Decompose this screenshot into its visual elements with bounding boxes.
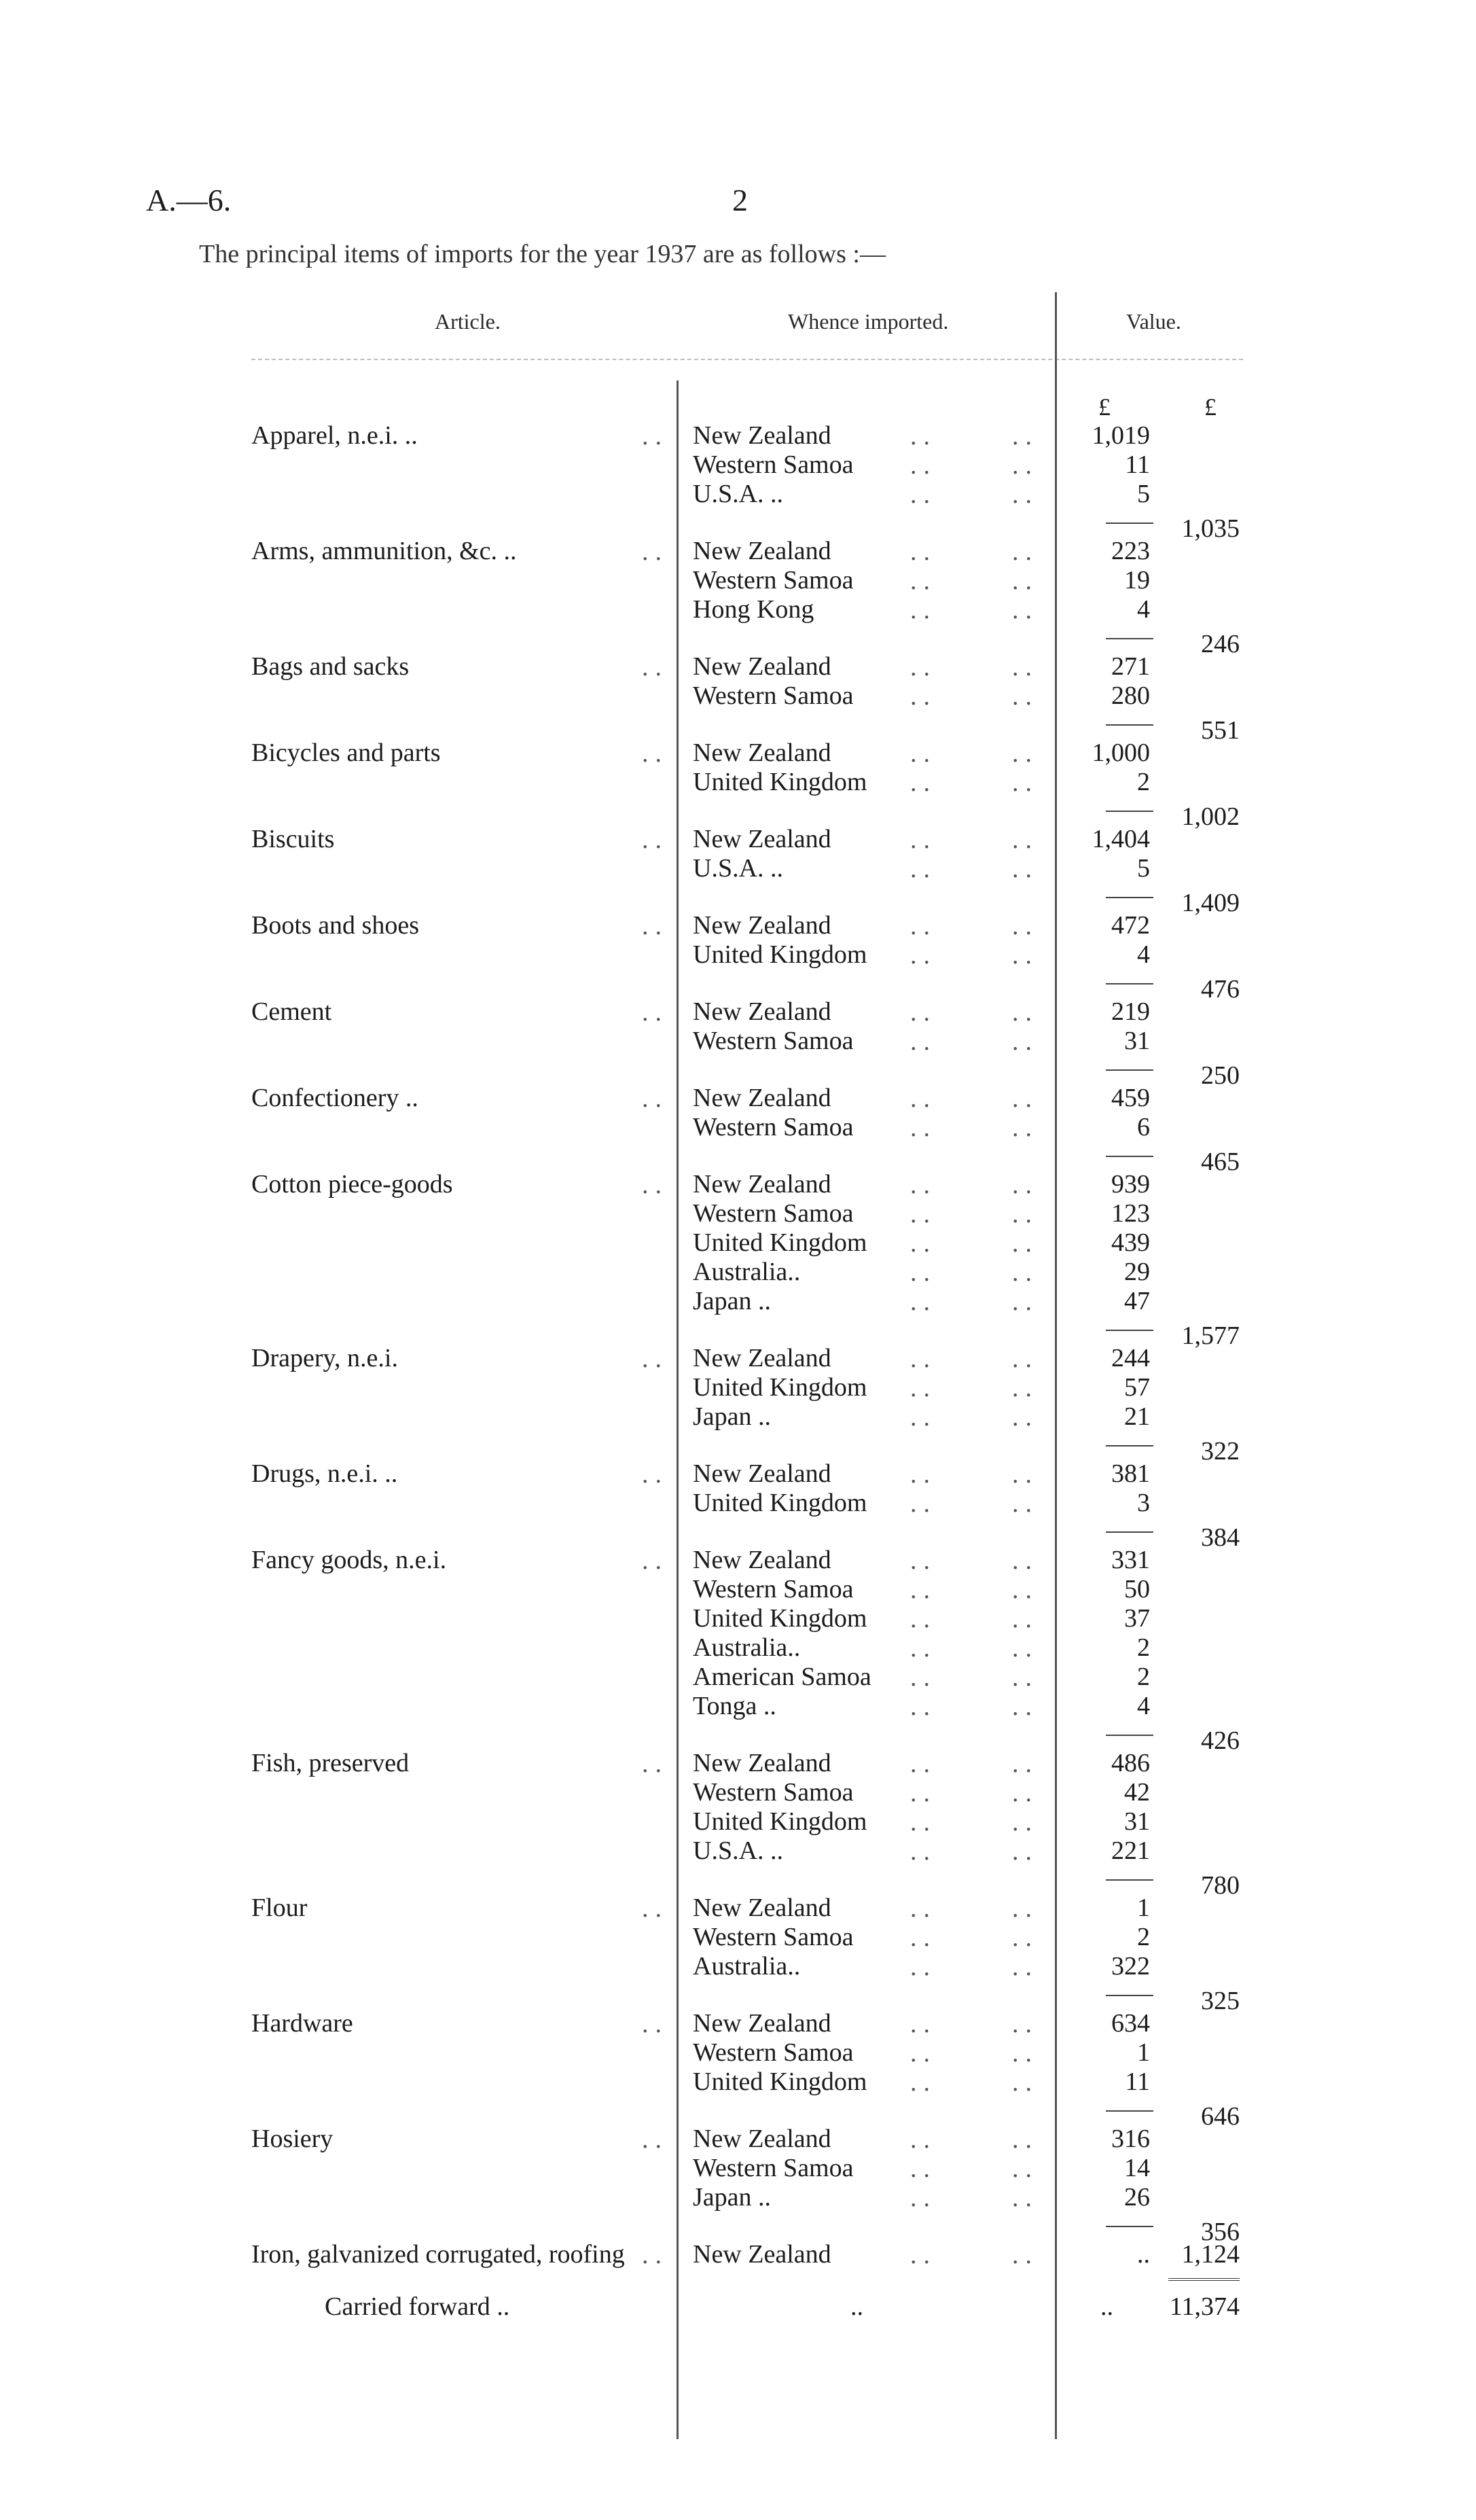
source-country: Western Samoa — [693, 1113, 854, 1141]
carried-forward-label: Carried forward .. — [325, 2292, 510, 2321]
article-name: Apparel, n.e.i. .. — [251, 421, 418, 450]
source-country: U.S.A. .. — [693, 854, 784, 883]
article-name: Hosiery — [251, 2125, 334, 2153]
item-total: 246 — [1201, 630, 1240, 658]
import-value: 219 — [1111, 997, 1150, 1026]
leader-dots: .. — [910, 1923, 937, 1952]
leader-dots: .. — [1012, 1692, 1039, 1721]
leader-dots: .. — [642, 1460, 668, 1489]
source-country: United Kingdom — [693, 1228, 867, 1257]
import-value: 439 — [1111, 1228, 1150, 1257]
import-value: 316 — [1111, 2125, 1150, 2153]
leader-dots: .. — [1012, 537, 1039, 566]
article-name: Drugs, n.e.i. .. — [251, 1459, 398, 1488]
import-value: 331 — [1111, 1546, 1150, 1574]
leader-dots: .. — [1012, 2125, 1039, 2154]
import-value: 244 — [1111, 1344, 1150, 1372]
leader-dots: .. — [1012, 768, 1039, 797]
leader-dots: .. — [910, 1084, 937, 1113]
item-total: 325 — [1201, 1987, 1240, 2015]
leader-dots: .. — [642, 1171, 668, 1199]
grand-total-rule — [1168, 2278, 1240, 2281]
leader-dots: .. — [1012, 1605, 1039, 1633]
currency-symbol-amount: £ — [1098, 393, 1111, 421]
leader-dots: .. — [642, 1345, 668, 1373]
article-name: Boots and shoes — [251, 911, 419, 940]
header-rule — [251, 359, 1243, 360]
leader-dots: .. — [1012, 1953, 1039, 1981]
article-name: Hardware — [251, 2009, 353, 2038]
leader-dots: .. — [1012, 1027, 1039, 1056]
leader-dots: .. — [1012, 2154, 1039, 2183]
import-value: 221 — [1111, 1836, 1150, 1865]
leader-dots: .. — [910, 1808, 937, 1836]
article-name: Cotton piece-goods — [251, 1170, 453, 1199]
source-country: Western Samoa — [693, 1027, 854, 1055]
leader-dots: .. — [910, 451, 937, 480]
leader-dots: .. — [1012, 912, 1039, 940]
import-value: 1,019 — [1092, 421, 1150, 450]
leader-dots: .. — [1012, 1114, 1039, 1142]
column-header-article: Article. — [435, 309, 501, 334]
leader-dots: .. — [910, 1403, 937, 1432]
source-country: Australia.. — [693, 1633, 801, 1662]
import-value: 47 — [1124, 1287, 1150, 1315]
leader-dots: .. — [910, 941, 937, 970]
article-name: Biscuits — [251, 825, 335, 853]
leader-dots: .. — [642, 653, 668, 681]
leader-dots: .. — [910, 855, 937, 883]
subtotal-rule — [1106, 1445, 1153, 1447]
leader-dots: .. — [910, 1779, 937, 1807]
item-total: 356 — [1201, 2218, 1240, 2246]
leader-dots: .. — [1012, 1171, 1039, 1199]
source-country: Western Samoa — [693, 1575, 854, 1603]
leader-dots: .. — [910, 2125, 937, 2154]
item-total: 476 — [1201, 975, 1240, 1004]
source-country: New Zealand — [693, 997, 831, 1026]
leader-dots: .. — [910, 1258, 937, 1287]
divider-article-whence — [677, 380, 679, 2439]
item-total: 1,035 — [1181, 514, 1240, 543]
article-name: Cement — [251, 997, 332, 1026]
import-value: 280 — [1111, 681, 1150, 710]
source-country: New Zealand — [693, 2125, 831, 2153]
import-value: 42 — [1124, 1778, 1150, 1807]
source-country: Western Samoa — [693, 2154, 854, 2182]
source-country: New Zealand — [693, 421, 831, 450]
leader-dots: .. — [1012, 2184, 1039, 2212]
subtotal-rule — [1106, 2226, 1153, 2227]
leader-dots: .. — [910, 1171, 937, 1199]
leader-dots: .. — [1012, 2039, 1039, 2068]
subtotal-rule — [1106, 983, 1153, 984]
leader-dots: .. — [1012, 1200, 1039, 1228]
import-value: 11 — [1125, 2068, 1150, 2096]
leader-dots: .. — [1012, 1634, 1039, 1663]
leader-dots: .. — [1012, 1808, 1039, 1836]
import-value: 123 — [1111, 1199, 1150, 1228]
leader-dots: .. — [910, 653, 937, 681]
import-value: 634 — [1111, 2009, 1150, 2038]
source-country: New Zealand — [693, 1084, 831, 1112]
item-total: 1,002 — [1181, 802, 1240, 831]
leader-dots: .. — [910, 1663, 937, 1692]
subtotal-rule — [1106, 1069, 1153, 1071]
column-header-whence: Whence imported. — [788, 309, 949, 334]
leader-dots: .. — [1012, 739, 1039, 768]
leader-dots: .. — [910, 912, 937, 940]
import-value: 29 — [1124, 1258, 1150, 1286]
leader-dots: .. — [910, 1288, 937, 1316]
leader-dots: .. — [910, 567, 937, 595]
article-name: Flour — [251, 1894, 308, 1922]
leader-dots: .. — [910, 2154, 937, 2183]
source-country: Western Samoa — [693, 1778, 854, 1807]
leader-dots: .. — [910, 1953, 937, 1981]
source-country: New Zealand — [693, 1749, 831, 1777]
source-country: Western Samoa — [693, 450, 854, 479]
article-name: Confectionery .. — [251, 1084, 418, 1112]
leader-dots: .. — [1012, 1923, 1039, 1952]
article-name: Arms, ammunition, &c. .. — [251, 537, 517, 565]
leader-dots: .. — [1012, 1779, 1039, 1807]
source-country: Tonga .. — [693, 1692, 776, 1720]
import-value: 5 — [1137, 854, 1150, 883]
source-country: New Zealand — [693, 652, 831, 681]
import-value: 31 — [1124, 1027, 1150, 1055]
import-value: 2 — [1137, 1923, 1150, 1951]
leader-dots: .. — [642, 912, 668, 940]
leader-dots: .. — [642, 998, 668, 1027]
leader-dots: .. — [910, 2184, 937, 2212]
leader-dots: .. — [1012, 1460, 1039, 1489]
leader-dots: .. — [642, 1750, 668, 1778]
source-country: New Zealand — [693, 537, 831, 565]
item-total: 1,577 — [1181, 1321, 1240, 1350]
leader-dots: .. — [1012, 596, 1039, 624]
import-value: 57 — [1124, 1373, 1150, 1402]
leader-dots: .. — [1012, 567, 1039, 595]
leader-dots: .. — [910, 998, 937, 1027]
subtotal-rule — [1106, 1330, 1153, 1331]
article-name: Drapery, n.e.i. — [251, 1344, 398, 1372]
column-header-value: Value. — [1126, 309, 1181, 334]
import-value: 459 — [1111, 1084, 1150, 1112]
article-name: Bags and sacks — [251, 652, 410, 681]
leader-dots: .. — [1012, 1546, 1039, 1575]
article-name: Iron, galvanized corrugated, roofing — [251, 2240, 625, 2269]
item-total: 551 — [1201, 716, 1240, 745]
import-value: 1,404 — [1092, 825, 1150, 853]
leader-dots: .. — [1012, 1489, 1039, 1518]
source-country: U.S.A. .. — [693, 1836, 784, 1865]
source-country: New Zealand — [693, 825, 831, 853]
leader-dots: .. — [910, 768, 937, 797]
subtotal-rule — [1106, 1531, 1153, 1533]
leader-dots: .. — [1012, 1229, 1039, 1258]
leader-dots: .. — [642, 2010, 668, 2038]
subtotal-rule — [1106, 1879, 1153, 1881]
source-country: Western Samoa — [693, 566, 854, 594]
leader-dots: .. — [910, 422, 937, 450]
currency-symbol-total: £ — [1204, 393, 1217, 421]
source-country: United Kingdom — [693, 2068, 867, 2096]
import-value: 6 — [1137, 1113, 1150, 1141]
leader-dots: .. — [1012, 1576, 1039, 1604]
leader-dots: .. — [910, 1894, 937, 1923]
import-value: 37 — [1124, 1604, 1150, 1633]
leader-dots: .. — [910, 1837, 937, 1866]
leader-dots: .. — [1012, 1663, 1039, 1692]
subtotal-rule — [1106, 638, 1153, 639]
article-name: Bicycles and parts — [251, 739, 441, 767]
divider-whence-value — [1055, 292, 1057, 2439]
leader-dots: .. — [1012, 1258, 1039, 1287]
item-total: 1,124 — [1181, 2240, 1240, 2269]
leader-dots: .. — [910, 1576, 937, 1604]
source-country: United Kingdom — [693, 940, 867, 969]
import-value: 2 — [1137, 1633, 1150, 1662]
item-total: 384 — [1201, 1523, 1240, 1552]
source-country: United Kingdom — [693, 1807, 867, 1836]
item-total: 250 — [1201, 1061, 1240, 1090]
import-value: 14 — [1124, 2154, 1150, 2182]
source-country: New Zealand — [693, 2240, 831, 2269]
leader-dots: .. — [910, 2010, 937, 2038]
subtotal-rule — [1106, 897, 1153, 898]
leader-dots: .. — [910, 1229, 937, 1258]
leader-dots: .. — [910, 596, 937, 624]
leader-dots: .. — [910, 1692, 937, 1721]
leader-dots: .. — [642, 739, 668, 768]
import-value: 271 — [1111, 652, 1150, 681]
subtotal-rule — [1106, 1995, 1153, 1996]
subtotal-rule — [1106, 1156, 1153, 1157]
item-total: 465 — [1201, 1148, 1240, 1176]
leader-dots: .. — [910, 1750, 937, 1778]
carried-forward-value: .. — [1100, 2292, 1113, 2321]
leader-dots: .. — [1012, 1345, 1039, 1373]
source-country: New Zealand — [693, 1459, 831, 1488]
import-value: 26 — [1124, 2183, 1150, 2212]
import-value: 472 — [1111, 911, 1150, 940]
leader-dots: .. — [1012, 1403, 1039, 1432]
page-reference: A.—6. — [146, 183, 232, 217]
leader-dots: .. — [1012, 941, 1039, 970]
leader-dots: .. — [910, 1200, 937, 1228]
leader-dots: .. — [1012, 1084, 1039, 1113]
source-country: New Zealand — [693, 911, 831, 940]
leader-dots: .. — [642, 826, 668, 854]
import-value: 223 — [1111, 537, 1150, 565]
import-value: 486 — [1111, 1749, 1150, 1777]
item-total: 322 — [1201, 1437, 1240, 1466]
subtotal-rule — [1106, 522, 1153, 524]
leader-dots: .. — [642, 537, 668, 566]
item-total: 1,409 — [1181, 889, 1240, 917]
leader-dots: .. — [910, 537, 937, 566]
source-country: Japan .. — [693, 1402, 772, 1431]
source-country: Japan .. — [693, 1287, 772, 1315]
leader-dots: .. — [910, 2068, 937, 2097]
subtotal-rule — [1106, 2110, 1153, 2112]
import-value: 3 — [1137, 1489, 1150, 1517]
leader-dots: .. — [642, 1546, 668, 1575]
import-value: 11 — [1125, 450, 1150, 479]
leader-dots: .. — [910, 739, 937, 768]
source-country: Western Samoa — [693, 1199, 854, 1228]
leader-dots: .. — [910, 1114, 937, 1142]
article-name: Fancy goods, n.e.i. — [251, 1546, 447, 1574]
import-value: 50 — [1124, 1575, 1150, 1603]
subtotal-rule — [1106, 724, 1153, 726]
item-total: 646 — [1201, 2102, 1240, 2131]
leader-dots: .. — [910, 480, 937, 509]
leader-dots: .. — [910, 2039, 937, 2068]
leader-dots: .. — [1012, 653, 1039, 681]
source-country: United Kingdom — [693, 768, 867, 796]
leader-dots: .. — [642, 1084, 668, 1113]
source-country: Western Samoa — [693, 681, 854, 710]
import-value: 322 — [1111, 1952, 1150, 1981]
source-country: Western Samoa — [693, 1923, 854, 1951]
source-country: United Kingdom — [693, 1373, 867, 1402]
leader-dots: .. — [1012, 2068, 1039, 2097]
import-value: .. — [1137, 2240, 1150, 2269]
item-total: 780 — [1201, 1871, 1240, 1900]
source-country: U.S.A. .. — [693, 480, 784, 508]
item-total: 426 — [1201, 1726, 1240, 1755]
source-country: New Zealand — [693, 739, 831, 767]
source-country: Australia.. — [693, 1952, 801, 1981]
page-number: 2 — [732, 183, 748, 217]
leader-dots: .. — [1012, 855, 1039, 883]
source-country: United Kingdom — [693, 1604, 867, 1633]
source-country: Japan .. — [693, 2183, 772, 2212]
source-country: New Zealand — [693, 1546, 831, 1574]
leader-dots: .. — [1012, 1374, 1039, 1402]
subtotal-rule — [1106, 1735, 1153, 1736]
leader-dots: .. — [1012, 1750, 1039, 1778]
leader-dots: .. — [1012, 451, 1039, 480]
leader-dots: .. — [1012, 682, 1039, 711]
import-value: 21 — [1124, 1402, 1150, 1431]
source-country: Western Samoa — [693, 2038, 854, 2067]
article-name: Fish, preserved — [251, 1749, 410, 1777]
leader-dots: .. — [642, 2125, 668, 2154]
source-country: New Zealand — [693, 1344, 831, 1372]
leader-dots: .. — [910, 682, 937, 711]
import-value: 4 — [1137, 595, 1150, 624]
source-country: Australia.. — [693, 1258, 801, 1286]
leader-dots: .. — [910, 1605, 937, 1633]
intro-text: The principal items of imports for the year 1937 are as follows :— — [199, 240, 886, 268]
leader-dots: .. — [910, 1460, 937, 1489]
import-value: 4 — [1137, 940, 1150, 969]
leader-dots: .. — [910, 1634, 937, 1663]
leader-dots: .. — [910, 826, 937, 854]
leader-dots: .. — [910, 1546, 937, 1575]
subtotal-rule — [1106, 811, 1153, 812]
carried-forward-total: 11,374 — [1169, 2292, 1240, 2321]
import-value: 2 — [1137, 768, 1150, 796]
source-country: New Zealand — [693, 2009, 831, 2038]
leader-dots: .. — [1012, 422, 1039, 450]
leader-dots: .. — [1012, 826, 1039, 854]
import-value: 1 — [1137, 2038, 1150, 2067]
source-country: New Zealand — [693, 1170, 831, 1199]
leader-dots: .. — [910, 1489, 937, 1518]
leader-dots: .. — [1012, 2241, 1039, 2269]
import-value: 939 — [1111, 1170, 1150, 1199]
import-value: 2 — [1137, 1663, 1150, 1691]
import-value: 19 — [1124, 566, 1150, 594]
carried-forward-source: .. — [850, 2292, 863, 2321]
leader-dots: .. — [910, 1027, 937, 1056]
leader-dots: .. — [642, 2241, 668, 2269]
leader-dots: .. — [642, 1894, 668, 1923]
leader-dots: .. — [1012, 1837, 1039, 1866]
leader-dots: .. — [910, 1345, 937, 1373]
import-value: 1,000 — [1092, 739, 1150, 767]
source-country: United Kingdom — [693, 1489, 867, 1517]
leader-dots: .. — [910, 1374, 937, 1402]
import-value: 5 — [1137, 480, 1150, 508]
import-value: 1 — [1137, 1894, 1150, 1922]
leader-dots: .. — [910, 2241, 937, 2269]
leader-dots: .. — [642, 422, 668, 450]
source-country: Hong Kong — [693, 595, 814, 624]
leader-dots: .. — [1012, 1894, 1039, 1923]
import-value: 381 — [1111, 1459, 1150, 1488]
leader-dots: .. — [1012, 480, 1039, 509]
import-value: 4 — [1137, 1692, 1150, 1720]
source-country: New Zealand — [693, 1894, 831, 1922]
source-country: American Samoa — [693, 1663, 871, 1691]
leader-dots: .. — [1012, 2010, 1039, 2038]
import-value: 31 — [1124, 1807, 1150, 1836]
leader-dots: .. — [1012, 1288, 1039, 1316]
leader-dots: .. — [1012, 998, 1039, 1027]
